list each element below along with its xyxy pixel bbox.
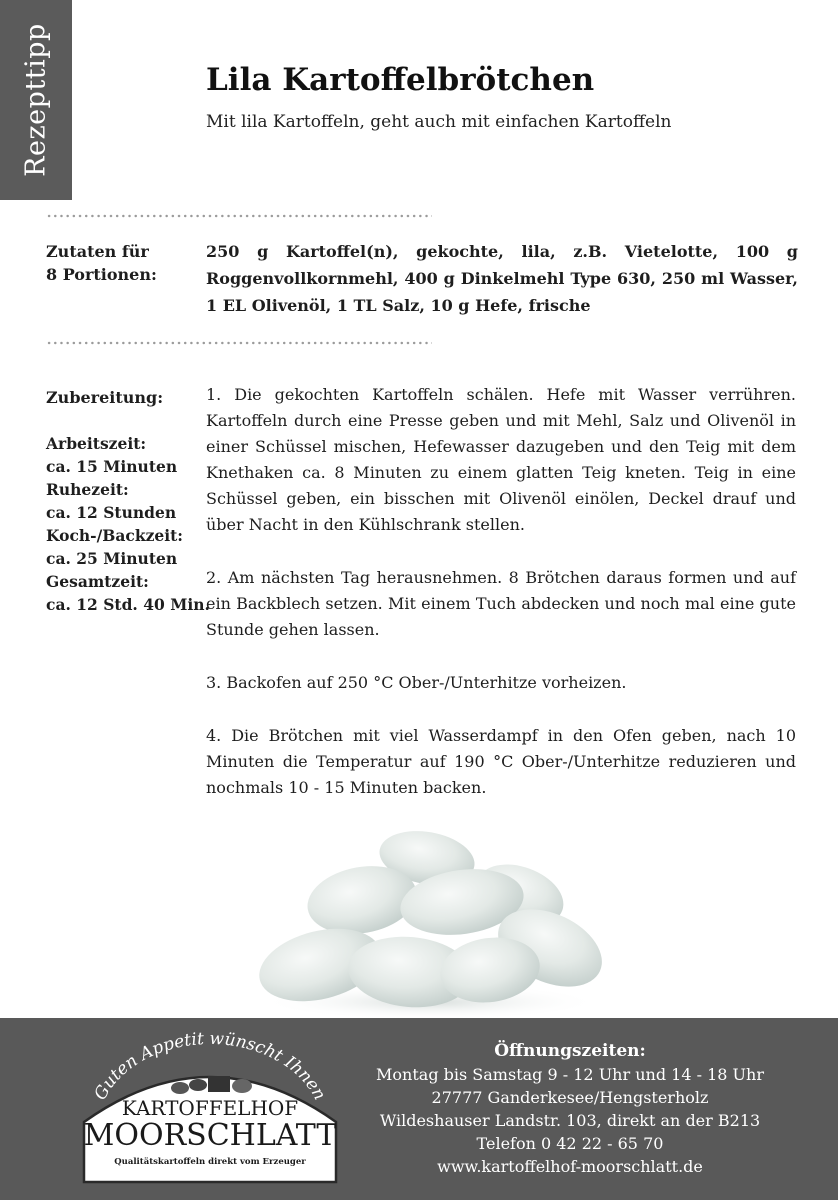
ingredients-label: Zutaten für 8 Portionen: [46, 242, 157, 284]
logo-tagline: Qualitätskartoffeln direkt vom Erzeuger [114, 1157, 306, 1167]
time-info-line: Ruhezeit: [46, 480, 129, 499]
preparation-steps [206, 382, 796, 828]
time-info-line: ca. 25 Minuten [46, 549, 178, 568]
recipe-tip-tab [0, 0, 72, 200]
time-info-line: Arbeitszeit: [46, 434, 147, 453]
time-info-line: ca. 12 Stunden [46, 503, 177, 522]
opening-hours [360, 1040, 780, 1178]
preparation-step: 3. Backofen auf 250 °C Ober-/Unterhitze vorheizen. [206, 673, 627, 692]
recipe-tip-label: Rezepttipp [20, 23, 52, 177]
preparation-step: 4. Die Brötchen mit viel Wasserdampf in den Ofen geben, nach 10 Minuten die Temperatur auf 190 °C Ober-/Unterhitze reduzieren und nochmals 10 - 15 Minuten backen. [206, 726, 796, 797]
time-info-line: ca. 12 Std. 40 Min. [46, 595, 210, 614]
ingredients-text: 250 g Kartoffel(n), gekochte, lila, z.B. Vietelotte, 100 g Roggenvollkornmehl, 400 g Dinkelmehl Type 630, 250 ml Wasser, 1 EL Olivenöl, 1 TL Salz, 10 g Hefe, frische [206, 242, 798, 315]
logo-arc-text: Guten Appetit wünscht Ihnen [90, 1028, 330, 1104]
website-link[interactable]: www.kartoffelhof-moorschlatt.de [437, 1157, 703, 1176]
time-info-line: ca. 15 Minuten [46, 457, 178, 476]
footer [0, 1018, 838, 1200]
opening-hours-heading: Öffnungszeiten: [494, 1041, 646, 1061]
recipe-subtitle: Mit lila Kartoffeln, geht auch mit einfachen Kartoffeln [206, 112, 672, 132]
potatoes-image [250, 820, 610, 1020]
time-info-line: Gesamtzeit: [46, 572, 149, 591]
preparation-step: 2. Am nächsten Tag herausnehmen. 8 Brötchen daraus formen und auf ein Backblech setzen. Mit einem Tuch abdecken und noch mal eine gute Stunde gehen lassen. [206, 568, 796, 639]
street-address-line: Wildeshauser Landstr. 103, direkt an der B213 [379, 1111, 761, 1130]
time-info [46, 432, 210, 616]
phone-line: Telefon 0 42 22 - 65 70 [476, 1134, 664, 1153]
dotted-divider-top [46, 214, 432, 218]
preparation-step: 1. Die gekochten Kartoffeln schälen. Hefe mit Wasser verrühren. Kartoffeln durch eine Presse geben und mit Mehl, Salz und Olivenöl in einer Schüssel mischen, Hefewasser dazugeben und den Teig mit dem Knethaken ca. 8 Minuten zu einem glatten Teig kneten. Teig in eine Schüssel geben, ein bisschen mit Olivenöl einölen, Deckel drauf und über Nacht in den Kühlschrank stellen. [206, 385, 796, 534]
dotted-divider-bottom [46, 341, 432, 345]
postal-address-line: 27777 Ganderkesee/Hengsterholz [431, 1088, 709, 1107]
opening-hours-line: Montag bis Samstag 9 - 12 Uhr und 14 - 18 Uhr [376, 1065, 764, 1084]
logo-name-line2: MOORSCHLATT [83, 1118, 337, 1153]
time-info-line: Koch-/Backzeit: [46, 526, 184, 545]
kartoffelhof-logo [70, 1028, 350, 1193]
preparation-label: Zubereitung: [46, 388, 164, 407]
recipe-title: Lila Kartoffelbrötchen [206, 62, 595, 98]
logo-name-line1: KARTOFFELHOF [121, 1096, 299, 1120]
